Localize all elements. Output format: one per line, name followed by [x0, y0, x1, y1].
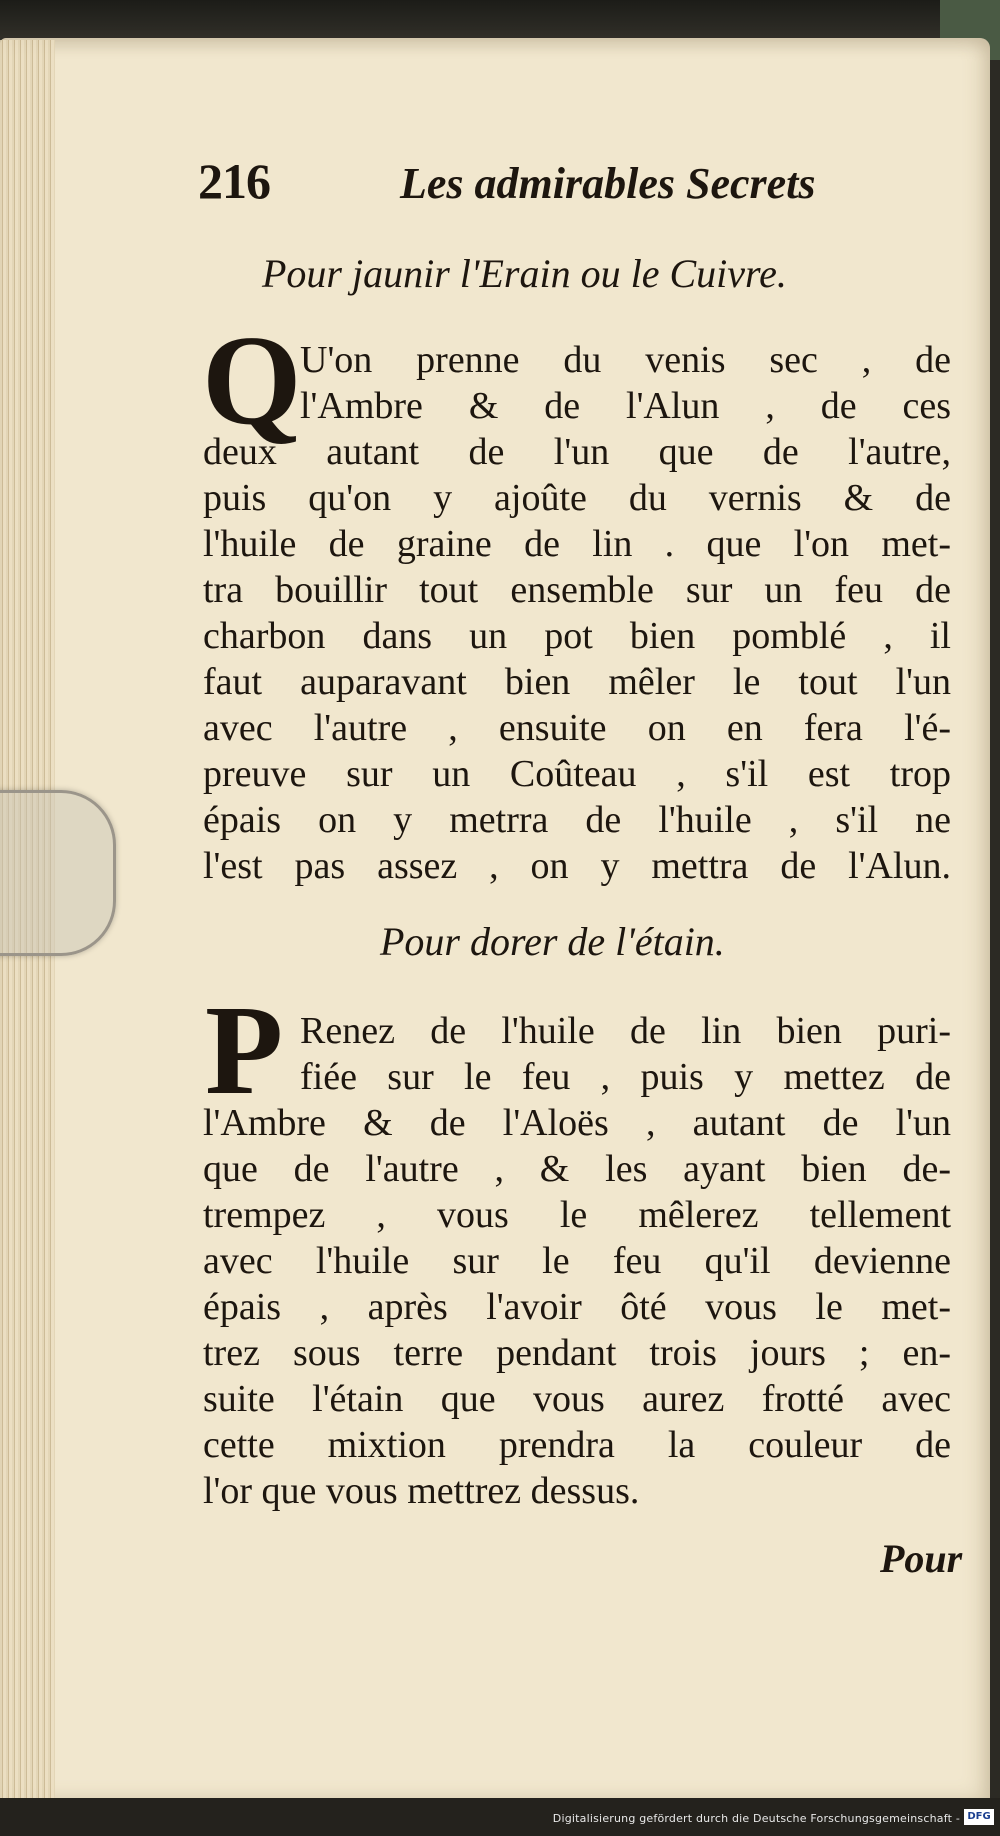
para-2-line-7: épais , après l'avoir ôté vous le met- — [203, 1286, 951, 1328]
para-1-line-7: charbon dans un pot bien pomblé , il — [203, 615, 951, 657]
para-2-line-6: avec l'huile sur le feu qu'il devienne — [203, 1240, 951, 1282]
para-1-line-4: puis qu'on y ajoûte du vernis & de — [203, 477, 951, 519]
catchword: Pour — [880, 1536, 963, 1581]
para-2-line-5: trempez , vous le mêlerez tellement — [203, 1194, 951, 1236]
para-1-line-6: tra bouillir tout ensemble sur un feu de — [203, 569, 951, 611]
running-title: Les admirables Secrets — [400, 159, 816, 208]
para-1-line-8: faut auparavant bien mêler le tout l'un — [203, 661, 951, 703]
para-1-line-2: l'Ambre & de l'Alun , de ces — [300, 385, 951, 427]
para-1-line-9: avec l'autre , ensuite on en fera l'é- — [203, 707, 951, 749]
para-2-line-1: Renez de l'huile de lin bien puri- — [300, 1010, 951, 1052]
para-1-line-3: deux autant de l'un que de l'autre, — [203, 431, 951, 473]
para-1-line-5: l'huile de graine de lin . que l'on met- — [203, 523, 951, 565]
page-clip — [0, 790, 116, 956]
dfg-logo: DFG — [964, 1809, 994, 1825]
para-2-line-4: que de l'autre , & les ayant bien de- — [203, 1148, 951, 1190]
para-2-line-9: suite l'étain que vous aurez frotté avec — [203, 1378, 951, 1420]
page-number: 216 — [198, 153, 270, 209]
para-1-line-12: l'est pas assez , on y mettra de l'Alun. — [203, 845, 951, 887]
section-title-2: Pour dorer de l'étain. — [380, 919, 725, 964]
para-1-line-1: U'on prenne du venis sec , de — [300, 339, 951, 381]
para-1-line-11: épais on y metrra de l'huile , s'il ne — [203, 799, 951, 841]
digitization-credit: Digitalisierung gefördert durch die Deutsche Forschungsgemeinschaft - — [552, 1812, 960, 1825]
para-2-line-10: cette mixtion prendra la couleur de — [203, 1424, 951, 1466]
para-2-line-2: fiée sur le feu , puis y mettez de — [300, 1056, 951, 1098]
section-title-1: Pour jaunir l'Erain ou le Cuivre. — [262, 251, 787, 296]
para-2-line-11: l'or que vous mettrez dessus. — [203, 1470, 640, 1512]
dropcap-q: Q — [202, 309, 302, 451]
dropcap-p: P — [205, 979, 284, 1121]
para-2-line-8: trez sous terre pendant trois jours ; en- — [203, 1332, 951, 1374]
para-2-line-3: l'Ambre & de l'Aloës , autant de l'un — [203, 1102, 951, 1144]
para-1-line-10: preuve sur un Coûteau , s'il est trop — [203, 753, 951, 795]
